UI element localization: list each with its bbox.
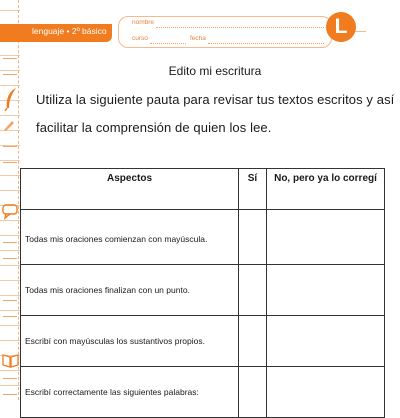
name-field[interactable] [156,27,324,28]
table-row [21,265,385,316]
margin-ticks [0,0,22,400]
checklist-table [20,168,385,418]
worksheet-title: Edito mi escritura [168,64,262,78]
book-icon [2,352,20,368]
course-label: curso [132,35,148,42]
corrected-checkbox-cell[interactable] [267,367,385,418]
column-header-aspects: Aspectos [21,169,239,210]
aspect-label: Escribí con mayúsculas los sustantivos propios. [21,316,239,367]
table-row [21,210,385,265]
date-label: fecha [190,35,206,42]
aspect-label: Todas mis oraciones finalizan con un punto. [21,265,239,316]
yes-checkbox-cell[interactable] [239,265,267,316]
corrected-checkbox-cell[interactable] [267,210,385,265]
table-row [21,316,385,367]
yes-checkbox-cell[interactable] [239,316,267,367]
aspect-label: Todas mis oraciones comienzan con mayúscula. [21,210,239,265]
corrected-checkbox-cell[interactable] [267,265,385,316]
feather-icon [2,86,20,112]
subject-badge: L [326,12,356,42]
table-header-row [21,169,385,210]
pen-icon [2,118,16,132]
subject-label: lenguaje • 2º básico [32,26,107,36]
column-header-corrected: No, pero ya lo corregí [267,169,385,210]
table-row [21,367,385,418]
yes-checkbox-cell[interactable] [239,367,267,418]
aspect-label: Escribí correctamente las siguientes palabras: [21,367,239,418]
speech-bubble-icon [2,204,20,220]
name-label: nombre [132,19,155,26]
course-field[interactable] [150,43,186,44]
column-header-yes: Sí [239,169,267,210]
instructions-line-2: facilitar la comprensión de quien los lee. [36,120,272,135]
yes-checkbox-cell[interactable] [239,210,267,265]
corrected-checkbox-cell[interactable] [267,316,385,367]
date-field[interactable] [208,43,324,44]
instructions-line-1: Utiliza la siguiente pauta para revisar tus textos escritos y así [36,92,395,107]
